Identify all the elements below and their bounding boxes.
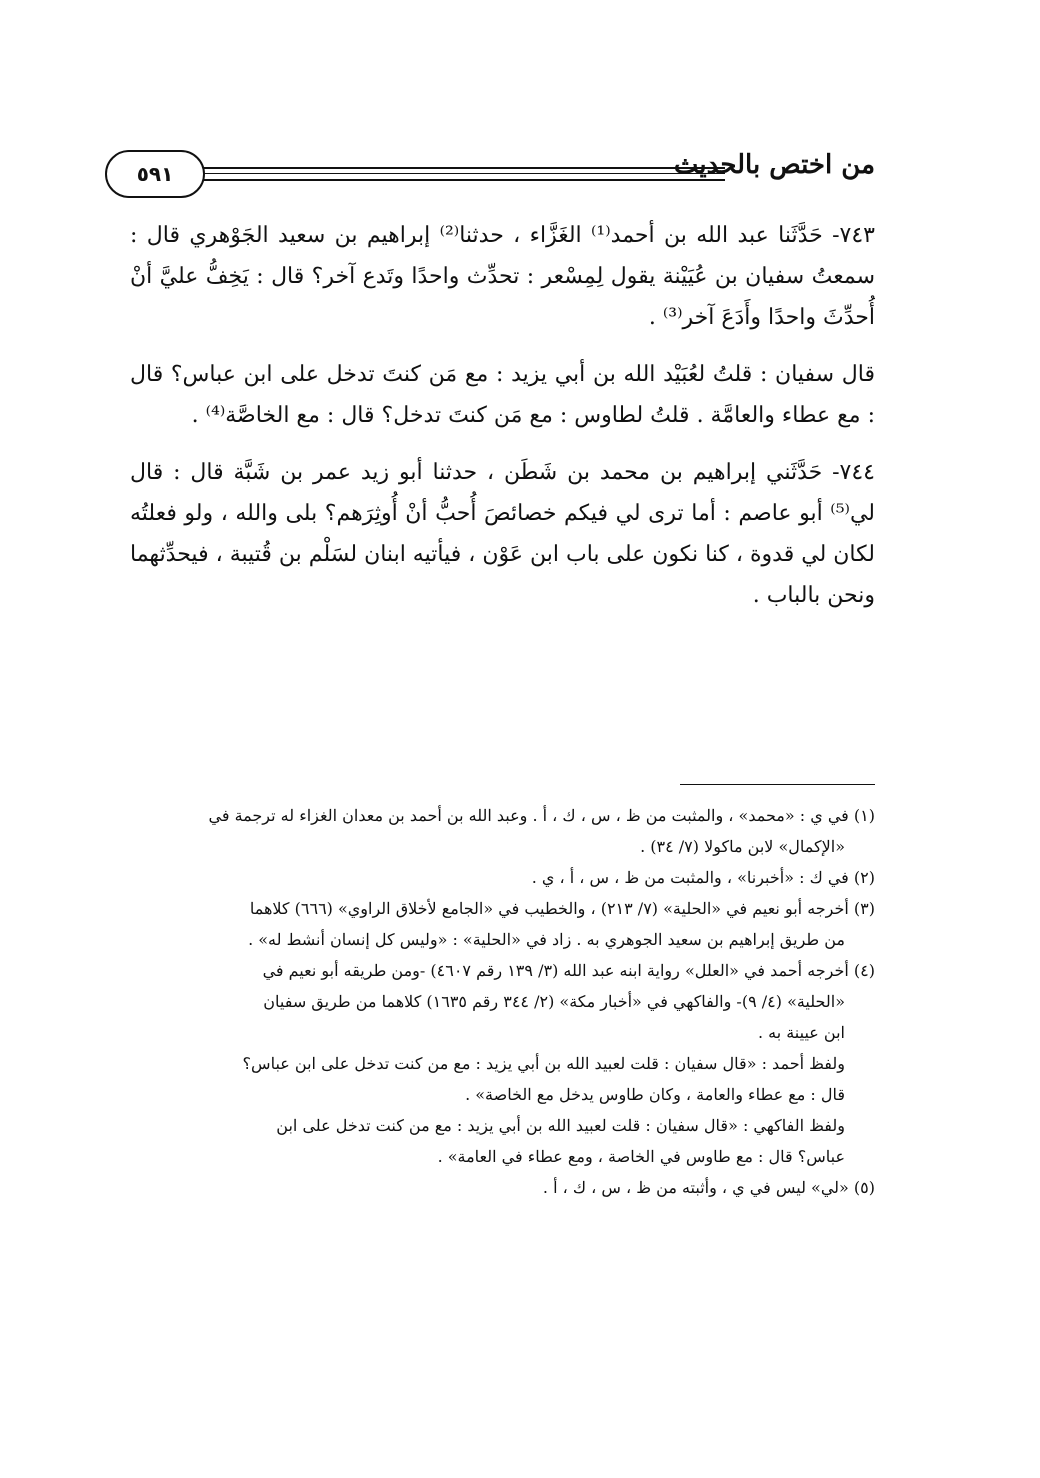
footnote-line: ولفظ الفاكهي : «قال سفيان : قلت لعبيد الله بن أبي يزيد : مع من كنت تدخل على ابن: [276, 1116, 845, 1135]
footnote-line: عباس؟ قال : مع طاوس في الخاصة ، ومع عطاء في العامة» .: [437, 1147, 845, 1166]
header-rule-bottom: [203, 179, 725, 181]
page-header: [105, 150, 875, 202]
footnote-line: (٢) في ك : «أخبرنا» ، والمثبت من ظ ، س ، أ ، ي .: [531, 868, 875, 887]
footnote-line: من طريق إبراهيم بن سعيد الجوهري به . زاد في «الحلية» : «وليس كل إنسان أنشط له» .: [248, 930, 845, 949]
paragraph-744: ٧٤٤- حَدَّثَني إبراهيم بن محمد بن شَطَن ، حدثنا أبو زيد عمر بن شَبَّة قال : قال لي⁽⁵⁾ أبو عاصم : أما ترى لي فيكم خصائصَ أُحبُّ أنْ أُوثِرَهم؟ بلى والله ، ولو فعلتُه لكان لي قدوة ، كنا نكون على باب ابن عَوْن ، فيأتيه ابنان لسَلْم بن قُتيبة ، فيحدِّثهما ونحن بالباب .: [130, 460, 875, 608]
header-rule-middle: [203, 173, 725, 174]
footnote-line: قال : مع عطاء والعامة ، وكان طاوس يدخل مع الخاصة» .: [465, 1085, 845, 1104]
footnote-line: (٣) أخرجه أبو نعيم في «الحلية» (٧/ ٢١٣) ، والخطيب في «الجامع لأخلاق الراوي» (٦٦٦) كلاهما: [249, 899, 875, 918]
footnote-line: ولفظ أحمد : «قال سفيان : قلت لعبيد الله بن أبي يزيد : مع من كنت تدخل على ابن عباس؟: [242, 1054, 845, 1073]
running-title: من اختص بالحديث: [673, 150, 875, 180]
main-text: [130, 215, 875, 632]
footnote-line: «الإكمال» لابن ماكولا (٧/ ٣٤) .: [640, 837, 845, 856]
footnote-line: ابن عيينة به .: [757, 1023, 845, 1042]
footnote-line: «الحلية» (٤/ ٩)- والفاكهي في «أخبار مكة» (٢/ ٣٤٤ رقم ١٦٣٥) كلاهما من طريق سفيان: [263, 992, 845, 1011]
footnote-line: (٤) أخرجه أحمد في «العلل» رواية ابنه عبد الله (٣/ ١٣٩ رقم ٤٦٠٧) -ومن طريقه أبو نعيم في: [262, 961, 875, 980]
header-rule-top: [203, 167, 725, 169]
footnote-separator: [680, 784, 875, 785]
paragraph-743: ٧٤٣- حَدَّثَنا عبد الله بن أحمد⁽¹⁾ الغَزَّاء ، حدثنا⁽²⁾ إبراهيم بن سعيد الجَوْهري قال : سمعتُ سفيان بن عُيَيْنة يقول لِمِسْعر : تحدِّث واحدًا وتَدع آخر؟ قال : يَخِفُّ عليَّ أنْ أُحدِّثَ واحدًا وأَدَعَ آخر⁽³⁾ .: [130, 223, 875, 330]
footnote-line: (١) في ي : «محمد» ، والمثبت من ظ ، س ، ك ، أ . وعبد الله بن أحمد بن معدان الغزاء له ترجمة في: [208, 806, 875, 825]
paragraph-sufyan: قال سفيان : قلتُ لعُبَيْد الله بن أبي يزيد : مع مَن كنتَ تدخل على ابن عباس؟ قال : مع عطاء والعامَّة . قلتُ لطاوس : مع مَن كنتَ تدخل؟ قال : مع الخاصَّة⁽⁴⁾ .: [130, 362, 875, 428]
footnote-line: (٥) «لي» ليس في ي ، وأثبته من ظ ، س ، ك ، أ .: [542, 1178, 875, 1197]
footnotes: [130, 800, 875, 1203]
page-number-badge: [105, 150, 205, 198]
page-number: ٥٩١: [136, 162, 174, 186]
